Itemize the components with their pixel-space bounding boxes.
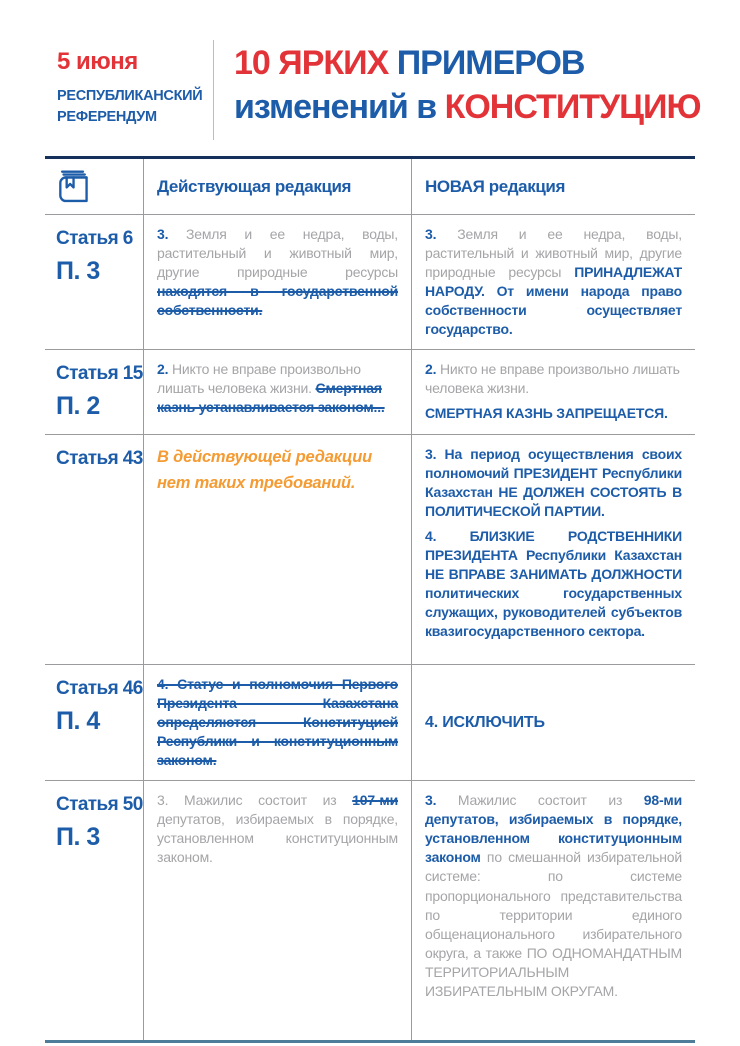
article-cell [45, 215, 143, 349]
new-version-cell [411, 781, 695, 1040]
book-icon [54, 169, 92, 204]
referendum-name [57, 86, 203, 128]
new-version-cell [411, 435, 695, 664]
referendum-name-line-2: РЕФЕРЕНДУМ [57, 109, 157, 126]
cell-text [157, 791, 398, 867]
new-version-cell [411, 665, 695, 780]
text-segment: 98-ми депутатов, избираемых в порядке, установленном конституционным законом [425, 792, 682, 866]
text-segment-struck: 4. Статус и полномочия Первого Президента Казахстана определяются Конституцией Республики и конституционным законом. [157, 676, 398, 769]
comparison-table [45, 156, 695, 1043]
title-line-1 [234, 42, 701, 86]
text-segment: СМЕРТНАЯ КАЗНЬ ЗАПРЕЩАЕТСЯ. [425, 405, 668, 422]
article-number: Статья 43 [56, 448, 143, 470]
article-cell [45, 350, 143, 434]
text-segment: 3. [157, 226, 169, 242]
text-segment: Никто не вправе произвольно лишать человека жизни. [425, 361, 680, 397]
title-segment: КОНСТИТУЦИЮ [444, 87, 701, 126]
article-number: Статья 46 [56, 678, 143, 700]
referendum-block [57, 40, 203, 128]
article-number: Статья 15 [56, 363, 143, 385]
article-number: Статья 50 [56, 794, 143, 816]
cell-text [425, 445, 682, 641]
text-segment: В действующей редакции нет таких требований. [157, 448, 373, 492]
old-version-column-header [143, 159, 411, 214]
title-segment: ПРИМЕРОВ [396, 44, 585, 82]
header-divider [213, 40, 214, 140]
text-segment: по смешанной избирательной системе: по системе пропорционального представительства по территории единого общенационального избирательного округа, а также ПО ОДНОМАНДАТНЫМ ТЕРРИТОРИАЛЬНЫМ ИЗБИРАТЕЛЬНЫМ ОКРУГАМ. [425, 849, 682, 999]
text-segment: 3. На период осуществления своих полномочий ПРЕЗИДЕНТ Республики Казахстан НЕ ДОЛЖЕН СОСТОЯТЬ В ПОЛИТИЧЕСКОЙ ПАРТИИ. [425, 446, 682, 520]
current-version-cell [143, 215, 411, 349]
table-row [45, 781, 695, 1043]
referendum-name-line-1: РЕСПУБЛИКАНСКИЙ [57, 88, 203, 104]
cell-text [425, 712, 545, 734]
text-segment: 4. ИСКЛЮЧИТЬ [425, 713, 545, 731]
text-segment: 2. [425, 361, 437, 378]
article-point: П. 2 [56, 392, 100, 421]
title-segment: 10 ЯРКИХ [234, 44, 397, 82]
page-header [0, 0, 740, 140]
text-segment: Земля и ее недра, воды, растительный и животный мир, другие природные ресурсы [157, 226, 398, 281]
cell-text [157, 360, 398, 417]
cell-text [157, 445, 398, 496]
cell-text [425, 791, 682, 1000]
article-column-header [45, 159, 143, 214]
table-row [45, 665, 695, 781]
text-segment: Никто не вправе произвольно лишать человека жизни. [157, 361, 361, 397]
table-row [45, 435, 695, 665]
new-version-column-header [411, 159, 695, 214]
article-point: П. 3 [56, 823, 100, 852]
text-segment: 3. Мажилис состоит из [157, 792, 353, 809]
text-segment-struck: Смертная казнь устанавливается законом... [157, 380, 385, 416]
text-segment-struck: 107-ми [352, 792, 398, 809]
article-number: Статья 6 [56, 228, 133, 249]
text-segment: 3. [425, 792, 437, 809]
text-segment: Земля и ее недра, воды, растительный и животный мир, другие природные ресурсы [425, 226, 682, 281]
cell-text [425, 225, 682, 339]
title-line-2 [234, 86, 701, 130]
article-cell [45, 781, 143, 1040]
new-version-cell [411, 215, 695, 349]
old-version-column-label: Действующая редакция [157, 176, 352, 196]
cell-text [425, 360, 682, 423]
paragraph-gap [425, 521, 682, 527]
paragraph-gap [425, 398, 682, 404]
article-cell [45, 435, 143, 664]
current-version-cell [143, 435, 411, 664]
current-version-cell [143, 781, 411, 1040]
cell-text [157, 675, 398, 770]
page-title [234, 40, 701, 129]
table-header-row [45, 159, 695, 215]
new-version-column-label: НОВАЯ редакция [425, 176, 565, 196]
table-body [45, 215, 695, 1043]
article-cell [45, 665, 143, 780]
text-segment: 3. [425, 226, 437, 242]
text-segment: 4. БЛИЗКИЕ РОДСТВЕННИКИ ПРЕЗИДЕНТА Республики Казахстан НЕ ВПРАВЕ ЗАНИМАТЬ ДОЛЖНОСТИ политических государственных служащих, руководителей субъектов квазигосударственного сектора. [425, 528, 682, 640]
table-row [45, 215, 695, 350]
text-segment: ПРИНАДЛЕЖАТ НАРОДУ. От имени народа право собственности осуществляет государство. [425, 264, 682, 338]
title-segment: изменений в [234, 87, 445, 126]
text-segment: 2. [157, 361, 169, 378]
new-version-cell [411, 350, 695, 434]
article-point: П. 4 [56, 707, 100, 736]
article-point: П. 3 [56, 257, 100, 285]
current-version-cell [143, 350, 411, 434]
cell-text [157, 225, 398, 320]
table-row [45, 350, 695, 435]
current-version-cell [143, 665, 411, 780]
referendum-date: 5 июня [57, 48, 138, 75]
text-segment: депутатов, избираемых в порядке, установленном конституционным законом. [157, 811, 398, 866]
text-segment-struck: находятся в государственной собственности. [157, 283, 398, 319]
text-segment: Мажилис состоит из [436, 792, 644, 809]
